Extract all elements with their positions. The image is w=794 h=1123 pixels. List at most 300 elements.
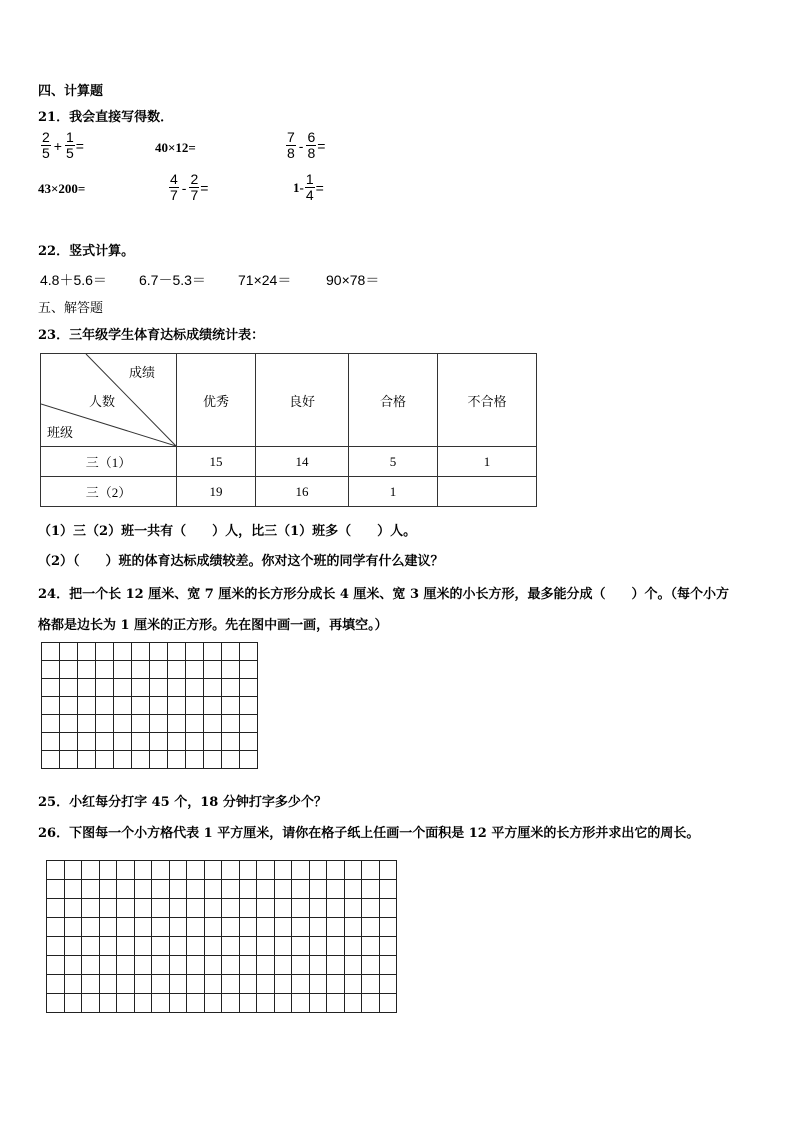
grid-cell (99, 994, 117, 1013)
grid-cell (222, 861, 240, 880)
grid-cell (204, 994, 222, 1013)
grid-row (47, 918, 397, 937)
section-title-answer: 五、解答题 (38, 301, 104, 316)
grid-cell (114, 661, 132, 679)
table-cell: 14 (256, 447, 349, 477)
grid-cell (150, 733, 168, 751)
grid-cell (186, 733, 204, 751)
grid-cell (152, 918, 170, 937)
grid-cell (169, 899, 187, 918)
grid-cell (222, 679, 240, 697)
grid-cell (82, 918, 100, 937)
grid-cell (327, 956, 345, 975)
grid-cell (78, 751, 96, 769)
q23-subquestion-2: （2）（ ）班的体育达标成绩较差。你对这个班的同学有什么建议？ (38, 554, 444, 569)
grid-cell (239, 861, 257, 880)
grid-cell (42, 679, 60, 697)
grid-cell (99, 918, 117, 937)
grid-row (42, 697, 258, 715)
grid-cell (379, 956, 397, 975)
grid-cell (239, 937, 257, 956)
grid-cell (186, 679, 204, 697)
grid-cell (117, 880, 135, 899)
grid-cell (99, 899, 117, 918)
grid-cell (99, 861, 117, 880)
corner-label-class: 班级 (47, 425, 74, 440)
grid-cell (132, 661, 150, 679)
grid-cell (47, 937, 65, 956)
grid-cell (114, 679, 132, 697)
grid-row (47, 975, 397, 994)
question-21-label: 21．我会直接写得数． (38, 110, 174, 125)
grid-cell (187, 861, 205, 880)
grid-cell (78, 661, 96, 679)
grid-row (47, 956, 397, 975)
grid-cell (292, 994, 310, 1013)
grid-cell (134, 937, 152, 956)
grid-cell (222, 697, 240, 715)
column-header: 合格 (349, 354, 438, 447)
grid-cell (96, 733, 114, 751)
grid-cell (96, 643, 114, 661)
grid-cell (292, 899, 310, 918)
grid-cell (309, 937, 327, 956)
grid-cell (222, 956, 240, 975)
grid-cell (204, 661, 222, 679)
grid-cell (187, 956, 205, 975)
table-cell: 1 (438, 447, 537, 477)
grid-cell (204, 880, 222, 899)
grid-cell (168, 751, 186, 769)
grid-cell (222, 880, 240, 899)
grid-cell (309, 918, 327, 937)
grid-cell (222, 643, 240, 661)
grid-cell (64, 880, 82, 899)
grid-cell (169, 861, 187, 880)
grid-cell (42, 661, 60, 679)
grid-cell (42, 733, 60, 751)
grid-cell (204, 861, 222, 880)
grid-cell (292, 975, 310, 994)
grid-cell (292, 918, 310, 937)
grid-cell (117, 918, 135, 937)
grid-cell (132, 751, 150, 769)
grid-cell (344, 956, 362, 975)
grid-cell (362, 861, 380, 880)
grid-cell (47, 880, 65, 899)
grid-cell (152, 861, 170, 880)
grid-cell (134, 975, 152, 994)
grid-cell (187, 880, 205, 899)
grid-cell (96, 751, 114, 769)
grid-cell (344, 861, 362, 880)
grid-cell (150, 751, 168, 769)
question-26-label: 26．下图每一个小方格代表 1 平方厘米，请你在格子纸上任画一个面积是 12 平方厘米的长方形并求出它的周长。 (38, 826, 700, 841)
grid-cell (60, 643, 78, 661)
grid-cell (64, 918, 82, 937)
grid-cell (82, 975, 100, 994)
grid-cell (150, 715, 168, 733)
grid-cell (240, 697, 258, 715)
grid-cell (132, 715, 150, 733)
fraction: $\frac{6}{8}$ (307, 129, 316, 161)
grid-12x7 (41, 642, 258, 769)
grid-cell (204, 715, 222, 733)
grid-cell (168, 661, 186, 679)
grid-cell (292, 861, 310, 880)
grid-cell (96, 661, 114, 679)
grid-cell (292, 880, 310, 899)
fraction: $\frac{2}{7}$ (190, 171, 199, 203)
question-24-line-1: 24．把一个长 12 厘米、宽 7 厘米的长方形分成长 4 厘米、宽 3 厘米的小长方形，最多能分成（ ）个。（每个小方 (38, 587, 730, 602)
grid-cell (379, 880, 397, 899)
grid-cell (96, 679, 114, 697)
grid-cell (204, 643, 222, 661)
grid-cell (204, 751, 222, 769)
grid-cell (240, 715, 258, 733)
grid-cell (42, 715, 60, 733)
grid-cell (379, 918, 397, 937)
table-cell: 16 (256, 477, 349, 507)
row-class-label: 三（1） (41, 447, 177, 477)
row-class-label: 三（2） (41, 477, 177, 507)
grid-cell (47, 899, 65, 918)
grid-cell (169, 937, 187, 956)
grid-cell (82, 956, 100, 975)
q21-item-1: $\frac{2}{5}$ + $\frac{1}{5}$ = (42, 129, 84, 161)
question-23-label: 23．三年级学生体育达标成绩统计表： (38, 328, 265, 343)
grid-cell (150, 661, 168, 679)
corner-label-count: 人数 (89, 394, 116, 409)
grid-cell (327, 899, 345, 918)
grid-cell (344, 880, 362, 899)
grid-cell (114, 715, 132, 733)
table-cell: 1 (349, 477, 438, 507)
grid-cell (204, 937, 222, 956)
q22-item-4: 90×78＝ (326, 272, 380, 288)
stats-table (40, 353, 537, 507)
grid-cell (114, 751, 132, 769)
grid-cell (152, 937, 170, 956)
grid-cell (240, 643, 258, 661)
grid-cell (204, 679, 222, 697)
grid-cell (274, 937, 292, 956)
grid-cell (274, 994, 292, 1013)
column-header: 不合格 (438, 354, 537, 447)
grid-cell (257, 880, 275, 899)
grid-cell (379, 937, 397, 956)
grid-cell (187, 937, 205, 956)
grid-cell (222, 733, 240, 751)
grid-row (42, 751, 258, 769)
q21-item-4: 43×200= (38, 181, 86, 196)
grid-cell (186, 697, 204, 715)
grid-cell (362, 899, 380, 918)
grid-cell (78, 715, 96, 733)
grid-cell (204, 918, 222, 937)
grid-cell (309, 956, 327, 975)
grid-cell (309, 994, 327, 1013)
grid-cell (152, 956, 170, 975)
grid-cell (187, 975, 205, 994)
question-22-label: 22．竖式计算。 (38, 244, 135, 259)
grid-cell (222, 918, 240, 937)
grid-cell (239, 899, 257, 918)
grid-cell (152, 975, 170, 994)
q21-item-6: 1- $\frac{1}{4}$ = (293, 171, 324, 203)
grid-cell (64, 937, 82, 956)
q22-item-2: 6.7－5.3＝ (139, 272, 206, 288)
grid-cell (82, 899, 100, 918)
grid-cell (134, 956, 152, 975)
column-header: 优秀 (177, 354, 256, 447)
grid-cell (169, 994, 187, 1013)
grid-cell (257, 899, 275, 918)
grid-cell (239, 975, 257, 994)
grid-cell (292, 956, 310, 975)
grid-cell (204, 697, 222, 715)
grid-cell (257, 937, 275, 956)
grid-cell (309, 899, 327, 918)
grid-cell (99, 880, 117, 899)
grid-cell (134, 918, 152, 937)
grid-cell (222, 899, 240, 918)
grid-cell (239, 880, 257, 899)
grid-row (47, 937, 397, 956)
table-row (41, 447, 537, 477)
grid-cell (239, 956, 257, 975)
grid-cell (168, 733, 186, 751)
grid-cell (64, 899, 82, 918)
table-cell: 5 (349, 447, 438, 477)
grid-cell (204, 899, 222, 918)
grid-cell (257, 861, 275, 880)
fraction: $\frac{1}{4}$ (305, 171, 314, 203)
column-header: 良好 (256, 354, 349, 447)
grid-cell (344, 899, 362, 918)
grid-cell (78, 733, 96, 751)
q21-item-3: $\frac{7}{8}$ - $\frac{6}{8}$ = (287, 129, 326, 161)
grid-cell (274, 899, 292, 918)
grid-cell (117, 861, 135, 880)
grid-cell (222, 994, 240, 1013)
grid-row (47, 899, 397, 918)
grid-cell (169, 918, 187, 937)
grid-cell (117, 937, 135, 956)
grid-cell (47, 975, 65, 994)
grid-cell (99, 956, 117, 975)
grid-cell (60, 751, 78, 769)
grid-cell (222, 715, 240, 733)
grid-cell (99, 975, 117, 994)
grid-cell (274, 975, 292, 994)
grid-cell (78, 697, 96, 715)
grid-cell (222, 937, 240, 956)
grid-row (42, 715, 258, 733)
grid-cell (64, 956, 82, 975)
grid-cell (47, 918, 65, 937)
question-24-line-2: 格都是边长为 1 厘米的正方形。先在图中画一画，再填空。） (38, 618, 388, 633)
grid-cell (168, 679, 186, 697)
grid-cell (114, 733, 132, 751)
grid-cell (42, 643, 60, 661)
grid-cell (114, 643, 132, 661)
grid-cell (99, 937, 117, 956)
table-cell: 19 (177, 477, 256, 507)
grid-cell (64, 861, 82, 880)
grid-cell (117, 956, 135, 975)
grid-cell (239, 994, 257, 1013)
grid-cell (114, 697, 132, 715)
grid-cell (82, 994, 100, 1013)
q23-subquestion-1: （1）三（2）班一共有（ ）人，比三（1）班多（ ）人。 (38, 524, 417, 539)
grid-cell (64, 994, 82, 1013)
q21-item-5: $\frac{4}{7}$ - $\frac{2}{7}$ = (170, 171, 209, 203)
grid-cell (78, 679, 96, 697)
question-25-label: 25．小红每分打字 45 个，18 分钟打字多少个？ (38, 795, 327, 810)
grid-row (42, 733, 258, 751)
grid-cell (222, 751, 240, 769)
grid-cell (187, 899, 205, 918)
grid-cell (187, 918, 205, 937)
grid-cell (78, 643, 96, 661)
table-cell (438, 477, 537, 507)
grid-cell (327, 861, 345, 880)
grid-cell (344, 937, 362, 956)
grid-cell (344, 975, 362, 994)
grid-cell (274, 861, 292, 880)
diagonal-header-cell (41, 354, 177, 447)
grid-cell (117, 975, 135, 994)
grid-cell (60, 679, 78, 697)
grid-cell (134, 994, 152, 1013)
grid-cell (274, 956, 292, 975)
grid-cell (362, 880, 380, 899)
grid-cell (240, 679, 258, 697)
grid-cell (132, 733, 150, 751)
grid-cell (150, 679, 168, 697)
grid-cell (60, 715, 78, 733)
grid-cell (327, 918, 345, 937)
grid-cell (379, 994, 397, 1013)
grid-20x8 (46, 860, 397, 1013)
corner-label-score: 成绩 (129, 365, 156, 380)
grid-cell (257, 994, 275, 1013)
grid-cell (204, 975, 222, 994)
grid-cell (169, 956, 187, 975)
grid-row (47, 861, 397, 880)
grid-cell (222, 975, 240, 994)
grid-cell (327, 880, 345, 899)
grid-cell (274, 918, 292, 937)
grid-cell (362, 994, 380, 1013)
grid-cell (362, 975, 380, 994)
grid-cell (309, 880, 327, 899)
grid-cell (152, 899, 170, 918)
grid-cell (186, 751, 204, 769)
grid-cell (134, 899, 152, 918)
grid-cell (222, 661, 240, 679)
grid-row (42, 679, 258, 697)
grid-cell (96, 715, 114, 733)
grid-cell (362, 956, 380, 975)
grid-cell (168, 715, 186, 733)
grid-cell (344, 918, 362, 937)
grid-cell (379, 899, 397, 918)
grid-cell (169, 975, 187, 994)
grid-cell (168, 697, 186, 715)
grid-cell (274, 880, 292, 899)
grid-cell (134, 880, 152, 899)
grid-cell (186, 715, 204, 733)
grid-cell (327, 975, 345, 994)
grid-cell (117, 899, 135, 918)
grid-cell (204, 956, 222, 975)
table-row (41, 477, 537, 507)
grid-cell (82, 937, 100, 956)
grid-cell (132, 643, 150, 661)
grid-cell (204, 733, 222, 751)
grid-cell (150, 697, 168, 715)
table-cell: 15 (177, 447, 256, 477)
grid-cell (152, 880, 170, 899)
grid-cell (379, 861, 397, 880)
grid-cell (240, 661, 258, 679)
grid-cell (344, 994, 362, 1013)
grid-cell (60, 733, 78, 751)
grid-cell (362, 937, 380, 956)
grid-cell (64, 975, 82, 994)
grid-cell (362, 918, 380, 937)
grid-cell (82, 861, 100, 880)
grid-cell (186, 643, 204, 661)
fraction: $\frac{4}{7}$ (170, 171, 178, 203)
grid-cell (327, 994, 345, 1013)
grid-cell (257, 918, 275, 937)
grid-cell (186, 661, 204, 679)
grid-cell (47, 994, 65, 1013)
grid-row (47, 994, 397, 1013)
grid-cell (47, 861, 65, 880)
q22-item-3: 71×24＝ (238, 272, 292, 288)
grid-cell (132, 679, 150, 697)
grid-cell (152, 994, 170, 1013)
grid-cell (42, 697, 60, 715)
grid-cell (187, 994, 205, 1013)
grid-cell (169, 880, 187, 899)
grid-cell (96, 697, 114, 715)
grid-cell (327, 937, 345, 956)
grid-cell (60, 661, 78, 679)
q22-item-1: 4.8＋5.6＝ (40, 272, 107, 288)
fraction: $\frac{2}{5}$ (42, 129, 50, 161)
grid-cell (42, 751, 60, 769)
grid-cell (47, 956, 65, 975)
grid-cell (309, 861, 327, 880)
grid-cell (132, 697, 150, 715)
grid-cell (240, 733, 258, 751)
fraction: $\frac{7}{8}$ (287, 129, 295, 161)
grid-cell (257, 975, 275, 994)
grid-cell (60, 697, 78, 715)
section-title-calc: 四、计算题 (38, 84, 104, 99)
table-header-row (41, 354, 537, 447)
q21-item-2: 40×12= (155, 140, 196, 155)
grid-cell (150, 643, 168, 661)
grid-cell (117, 994, 135, 1013)
grid-cell (309, 975, 327, 994)
grid-cell (257, 956, 275, 975)
